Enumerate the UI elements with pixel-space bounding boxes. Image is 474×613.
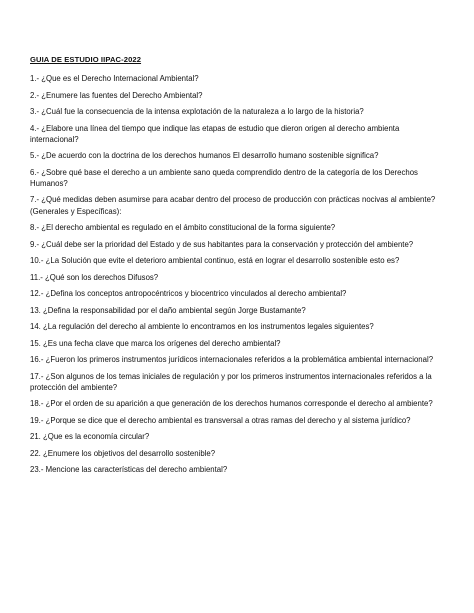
question-item: 22. ¿Enumere los objetivos del desarrollo sostenible? <box>30 448 216 458</box>
question-item: 9.- ¿Cuál debe ser la prioridad del Estado y de sus habitantes para la conservación y protección del ambiente? <box>30 239 414 249</box>
question-item: 19.- ¿Porque se dice que el derecho ambiental es transversal a otras ramas del derecho y al sistema jurídico? <box>30 415 411 425</box>
question-item: 5.- ¿De acuerdo con la doctrina de los derechos humanos El desarrollo humano sostenible significa? <box>30 151 379 161</box>
question-item: 21. ¿Que es la economía circular? <box>30 432 150 442</box>
question-item: 16.- ¿Fueron los primeros instrumentos jurídicos internacionales referidos a la problemática ambiental internacional? <box>30 355 434 365</box>
question-item: 2.- ¿Enumere las fuentes del Derecho Ambiental? <box>30 90 203 100</box>
question-item: 11.- ¿Qué son los derechos Difusos? <box>30 272 159 282</box>
question-list <box>30 73 442 481</box>
question-item: 1.- ¿Que es el Derecho Internacional Ambiental? <box>30 74 199 83</box>
document-title: GUIA DE ESTUDIO IIPAC-2022 <box>30 55 142 64</box>
question-item: 6.- ¿Sobre qué base el derecho a un ambiente sano queda comprendido dentro de la categoría de los Derechos Humanos? <box>30 167 418 188</box>
question-item: 17.- ¿Son algunos de los temas iniciales de regulación y por los primeros instrumentos internacionales referidos a la protección del ambiente? <box>30 371 432 392</box>
question-item: 4.- ¿Elabore una línea del tiempo que indique las etapas de estudio que dieron origen al derecho ambienta internacional? <box>30 123 400 144</box>
question-item: 3.- ¿Cuál fue la consecuencia de la intensa explotación de la naturaleza a lo largo de la historia? <box>30 107 364 116</box>
question-item: 10.- ¿La Solución que evite el deterioro ambiental continuo, está en lograr el desarrollo sostenible esto es? <box>30 256 400 266</box>
question-item: 12.- ¿Defina los conceptos antropocéntricos y biocentrico vinculados al derecho ambiental? <box>30 289 347 299</box>
question-item: 23.- Mencione las características del derecho ambiental? <box>30 465 228 475</box>
question-item: 7.- ¿Qué medidas deben asumirse para acabar dentro del proceso de producción con prácticas nocivas al ambiente? (Generales y Específicas): <box>30 195 436 216</box>
question-item: 8.- ¿El derecho ambiental es regulado en el ámbito constitucional de la forma siguiente? <box>30 223 336 233</box>
question-item: 18.- ¿Por el orden de su aparición a que generación de los derechos humanos corresponde el derecho al ambiente? <box>30 399 433 409</box>
question-item: 14. ¿La regulación del derecho al ambiente lo encontramos en los instrumentos legales siguientes? <box>30 322 374 332</box>
question-item: 13. ¿Defina la responsabilidad por el daño ambiental según Jorge Bustamante? <box>30 305 306 315</box>
question-item: 15. ¿Es una fecha clave que marca los orígenes del derecho ambiental? <box>30 338 281 348</box>
